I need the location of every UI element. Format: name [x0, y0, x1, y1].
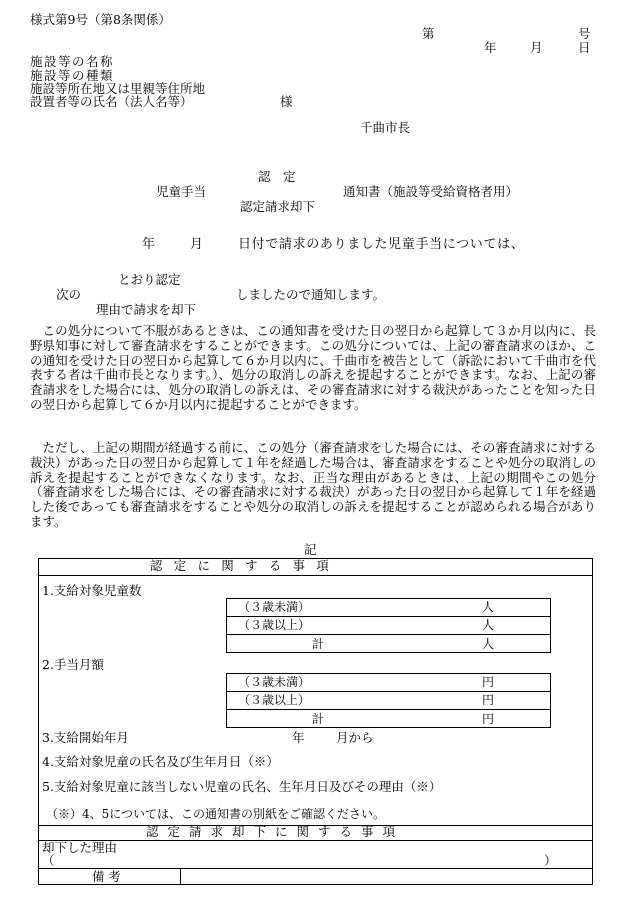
doc-number-go: 号: [578, 26, 591, 41]
child-count-under3-unit: 人: [482, 600, 495, 614]
monthly-amount-under3-unit: 円: [482, 675, 495, 689]
date-year: 年: [484, 40, 497, 55]
item3-month-from: 月から: [336, 730, 374, 745]
monthly-amount-over3-label: （３歳以上）: [238, 693, 311, 707]
monthly-amount-under3-label: （３歳未満）: [238, 675, 311, 689]
title-prefix: 児童手当: [156, 184, 207, 199]
sama-honorific: 様: [280, 94, 293, 109]
item1-label: 1.支給対象児童数: [42, 583, 142, 598]
facility-name-label: 施設等の名称: [30, 54, 115, 69]
reject-reason-paren-close: ）: [544, 853, 557, 868]
title-kyakka: 認定請求却下: [240, 199, 316, 214]
item5-label: 5.支給対象児童に該当しない児童の氏名、生年月日及びその理由（※）: [42, 779, 442, 794]
decision-suffix: しましたので通知します。: [236, 287, 386, 302]
monthly-amount-total-label: 計: [312, 712, 325, 726]
reject-reason-paren-open: （: [42, 853, 55, 868]
doc-number-dai: 第: [422, 26, 435, 41]
date-month: 月: [530, 40, 543, 55]
child-count-under3-label: （３歳未満）: [238, 600, 311, 614]
form-number: 様式第9号（第8条関係）: [30, 12, 171, 27]
monthly-amount-total-unit: 円: [482, 712, 495, 726]
ki-heading: 記: [304, 542, 317, 557]
title-suffix: 通知書（施設等受給資格者用）: [343, 184, 519, 199]
date-day: 日: [578, 40, 591, 55]
founder-name-label: 設置者等の氏名（法人名等）: [30, 94, 193, 109]
appeal-notice-paragraph-2: ただし、上記の期間が経過する前に、この処分（審査請求をした場合には、その審査請求に対する裁決）があった日の翌日から起算して１年を経過した場合は、審査請求をすることや処分の取消しの訴えを提起することができなくなります。なお、正当な理由があるときは、上記の期間やこの処分（審査請求をした場合には、その審査請求に対する裁決）があった日の翌日から起算して１年を経過した後であっても審査請求をすることや処分の取消しの訴えを提起することが認められる場合があります。: [30, 440, 596, 529]
facility-address-label: 施設等所在地又は里親等住所地: [30, 81, 206, 96]
issuer-mayor: 千曲市長: [360, 120, 411, 135]
appeal-notice-paragraph-1: この処分について不服があるときは、この通知書を受けた日の翌日から起算して３か月以内に、長野県知事に対して審査請求をすることができます。この処分については、上記の審査請求のほか、この通知を受けた日の翌日から起算して６か月以内に、千曲市を被告として（訴訟において千曲市を代表する者は千曲市長となります。）、処分の取消しの訴えを提起することができます。なお、上記の審査請求をした場合には、処分の取消しの訴えは、その審査請求に対する裁決があったことを知った日の翌日から起算して６か月以内に提起することができます。: [30, 323, 596, 412]
intro-year: 年: [142, 237, 156, 252]
facility-type-label: 施設等の種類: [30, 68, 115, 83]
item4-label: 4.支給対象児童の氏名及び生年月日（※）: [42, 754, 279, 769]
child-count-total-label: 計: [312, 637, 325, 651]
remarks-label: 備考: [92, 869, 125, 884]
reject-reason-label: 却下した理由: [42, 840, 118, 855]
decision-approve: とおり認定: [118, 272, 181, 287]
child-count-total-unit: 人: [482, 637, 495, 651]
intro-month: 月: [190, 237, 204, 252]
item3-year: 年: [292, 730, 305, 745]
child-count-over3-label: （３歳以上）: [238, 618, 311, 632]
title-nintei: 認 定: [258, 169, 296, 184]
kyakka-section-header: 認定請求却下に関する事項: [146, 824, 405, 839]
item3-label: 3.支給開始年月: [42, 730, 129, 745]
decision-tsugino: 次の: [56, 287, 82, 302]
child-count-over3-unit: 人: [482, 618, 495, 632]
nintei-section-header: 認定に関する事項: [150, 558, 341, 573]
monthly-amount-over3-unit: 円: [482, 693, 495, 707]
decision-reject: 理由で請求を却下: [96, 302, 197, 317]
item2-label: 2.手当月額: [42, 657, 104, 672]
intro-text: 日付で請求のありました児童手当については、: [238, 237, 525, 252]
note-see-attachment: （※）4、5については、この通知書の別紙をご確認ください。: [46, 807, 386, 821]
